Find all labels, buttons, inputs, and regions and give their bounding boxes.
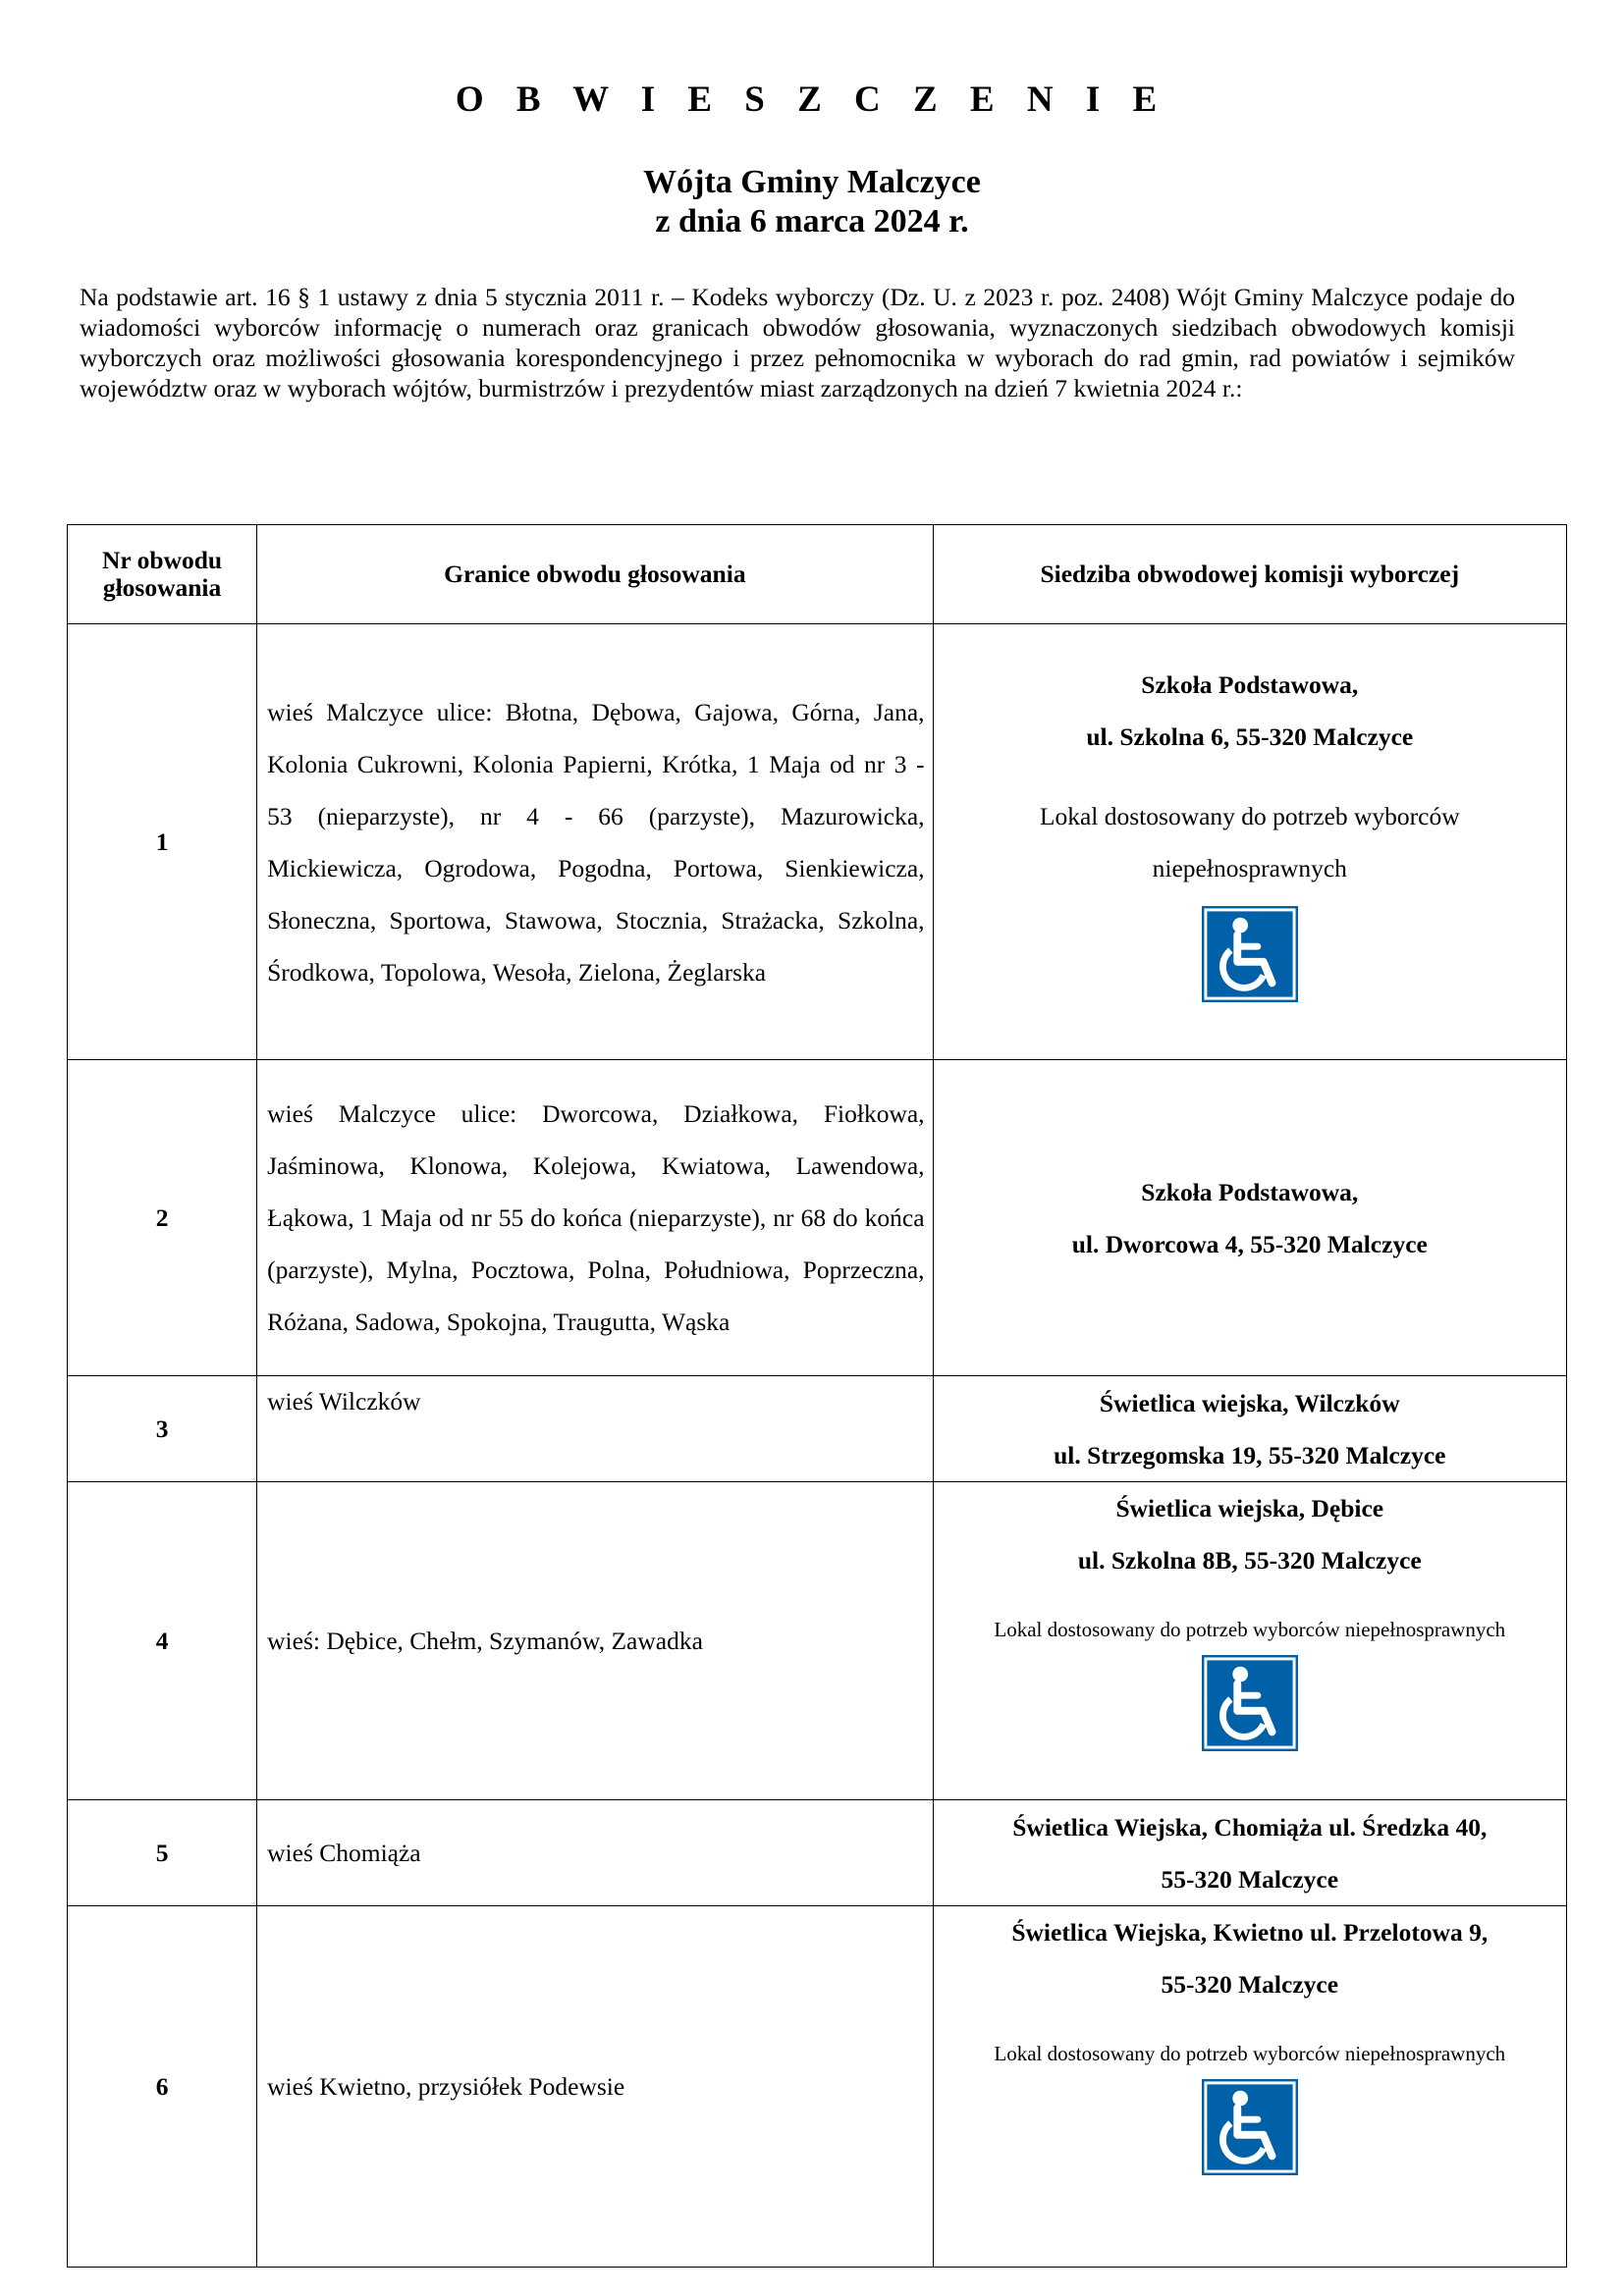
header-district-number: Nr obwodu głosowania [68,525,257,624]
accessible-note: Lokal dostosowany do potrzeb wyborców niepełnosprawnych [994,1618,1506,1641]
table-row [68,624,1567,1060]
seat-name: Świetlica Wiejska, Kwietno ul. Przelotowa 9, [1011,1918,1489,1947]
commission-seat [933,1060,1566,1376]
seat-address: ul. Strzegomska 19, 55-320 Malczyce [1054,1440,1446,1469]
district-boundaries: wieś Malczyce ulice: Błotna, Dębowa, Gajowa, Górna, Jana, Kolonia Cukrowni, Kolonia Papierni, Krótka, 1 Maja od nr 3 - 53 (nieparzyste), nr 4 - 66 (parzyste), Mazurowicka, Mickiewicza, Ogrodowa, Pogodna, Portowa, Sienkiewicza, Słoneczna, Sportowa, Stawowa, Stocznia, Strażacka, Szkolna, Środkowa, Topolowa, Wesoła, Zielona, Żeglarska [257,624,933,1060]
seat-name: Świetlica Wiejska, Chomiąża ul. Średzka 40, [1012,1812,1488,1842]
document-subtitle [0,163,1624,241]
commission-seat [933,1376,1566,1482]
table-row [68,1800,1567,1906]
table-header-row [68,525,1567,624]
polling-districts-table [67,524,1567,2268]
date-line: z dnia 6 marca 2024 r. [655,203,969,240]
commission-seat [933,1800,1566,1906]
issuer-line: Wójta Gminy Malczyce [643,164,981,200]
district-number: 2 [68,1060,257,1376]
seat-name: Szkoła Podstawowa, [1141,670,1359,699]
seat-address: 55-320 Malczyce [1161,1864,1339,1894]
district-boundaries: wieś Chomiąża [257,1800,933,1906]
district-boundaries: wieś Wilczków [257,1376,933,1482]
accessible-note: Lokal dostosowany do potrzeb wyborców niepełnosprawnych [1039,802,1460,882]
accessible-note: Lokal dostosowany do potrzeb wyborców niepełnosprawnych [994,2042,1506,2065]
document-title: O B W I E S Z C Z E N I E [455,80,1169,120]
seat-name: Świetlica wiejska, Wilczków [1099,1388,1400,1417]
commission-seat [933,1482,1566,1800]
district-boundaries: wieś: Dębice, Chełm, Szymanów, Zawadka [257,1482,933,1800]
header-boundaries: Granice obwodu głosowania [257,525,933,624]
wheelchair-accessible-icon [1202,906,1298,1002]
table-row [68,1060,1567,1376]
district-number: 3 [68,1376,257,1482]
seat-address: 55-320 Malczyce [1161,1970,1339,1999]
wheelchair-accessible-icon [1202,2079,1298,2175]
seat-name: Świetlica wiejska, Dębice [1115,1494,1384,1522]
seat-address: ul. Szkolna 8B, 55-320 Malczyce [1077,1546,1422,1575]
wheelchair-accessible-icon [1202,1655,1298,1751]
commission-seat [933,624,1566,1060]
seat-name: Szkoła Podstawowa, [1141,1177,1359,1206]
table-row [68,1376,1567,1482]
district-number: 6 [68,1906,257,2268]
district-number: 4 [68,1482,257,1800]
seat-address: ul. Szkolna 6, 55-320 Malczyce [1086,722,1414,751]
district-boundaries: wieś Malczyce ulice: Dworcowa, Działkowa, Fiołkowa, Jaśminowa, Klonowa, Kolejowa, Kwiatowa, Lawendowa, Łąkowa, 1 Maja od nr 55 do końca (nieparzyste), nr 68 do końca (parzyste), Mylna, Pocztowa, Polna, Południowa, Poprzeczna, Różana, Sadowa, Spokojna, Traugutta, Wąska [257,1060,933,1376]
district-number: 5 [68,1800,257,1906]
seat-address: ul. Dworcowa 4, 55-320 Malczyce [1071,1229,1428,1258]
header-commission-seat: Siedziba obwodowej komisji wyborczej [933,525,1566,624]
table-row [68,1906,1567,2268]
intro-paragraph: Na podstawie art. 16 § 1 ustawy z dnia 5 stycznia 2011 r. – Kodeks wyborczy (Dz. U. z 2023 r. poz. 2408) Wójt Gminy Malczyce podaje do wiadomości wyborców informację o numerach oraz granicach obwodów głosowania, wyznaczonych siedzibach obwodowych komisji wyborczych oraz możliwości głosowania korespondencyjnego i przez pełnomocnika w wyborach do rad gmin, rad powiatów i sejmików województw oraz w wyborach wójtów, burmistrzów i prezydentów miast zarządzonych na dzień 7 kwietnia 2024 r.: [80,283,1515,402]
commission-seat [933,1906,1566,2268]
district-number: 1 [68,624,257,1060]
table-row [68,1482,1567,1800]
district-boundaries: wieś Kwietno, przysiółek Podewsie [257,1906,933,2268]
